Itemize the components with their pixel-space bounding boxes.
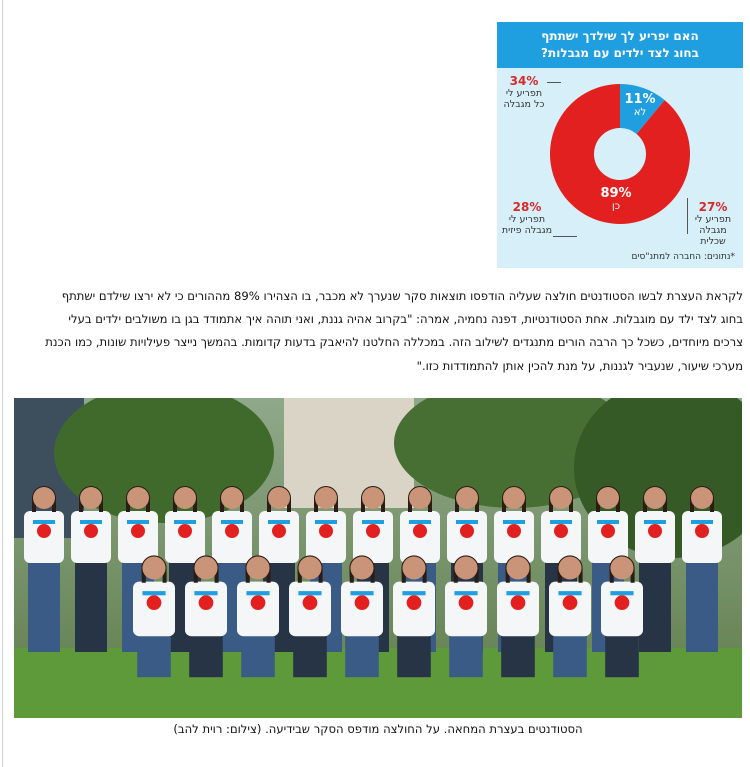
breakdown-text-mental-3: שכלית [700, 236, 726, 247]
slice-pct-no: 11% [624, 92, 656, 107]
slice-cap-no: לא [633, 107, 647, 118]
breakdown-text-physical-3: פיזית [501, 225, 522, 236]
leader-line-physical [553, 236, 577, 237]
group-photo-illustration [14, 398, 742, 718]
chart-source: *נתונים: החברה למתנ"סים [631, 252, 735, 262]
chart-title [497, 22, 743, 68]
article-line-3: צרכים מיוחדים, כשכל כך הרבה הורים מתנגדים לשילוב הזה. במכללה החלטנו להיאבק בדעות קדומות. בהמשך נייצר פעילויות שונות, כמו הכנת [45, 335, 743, 350]
breakdown-pct-all: 34% [509, 74, 539, 88]
slice-cap-yes: כן [611, 201, 620, 212]
survey-chart-card [497, 22, 743, 268]
leader-line-mental [687, 198, 688, 234]
article-line-2: בחוג לצד ילד עם מוגבלות. אחת הסטודנטיות, דפנה נחמיה, אמרה: "בקרוב אהיה גננת, ואני תוהה איך אתמודד בגן בו משולבים ילדים בעלי [68, 312, 743, 327]
page-left-rule [2, 0, 3, 767]
breakdown-label-all [501, 74, 547, 110]
chart-title-line-2: בחוג לצד ילדים עם מגבלות? [541, 46, 699, 60]
breakdown-text-physical-2: מגבלה [524, 225, 553, 236]
group-photo [14, 398, 742, 718]
breakdown-text-mental-1: תפריע לי [694, 214, 732, 225]
breakdown-text-all-3: מגבלה [503, 99, 531, 110]
article-line-1: לקראת העצרת לבשו הסטודנטים חולצה שעליה הודפסו תוצאות סקר שנערך לא מכבר, בו הצהירו 89% מההורים כי לא ירצו שילדם ישתתף [61, 289, 743, 303]
breakdown-pct-mental: 27% [698, 200, 728, 214]
slice-label-no [617, 92, 663, 118]
breakdown-text-physical-1: תפריע לי [508, 214, 546, 225]
breakdown-text-mental-2: מגבלה [699, 225, 727, 236]
breakdown-text-all-2: לי כל [505, 88, 545, 110]
slice-label-yes [593, 186, 639, 212]
breakdown-label-mental [687, 200, 739, 247]
article-body [14, 285, 743, 378]
breakdown-text-all-1: תפריע [516, 88, 543, 99]
breakdown-pct-physical: 28% [512, 200, 542, 214]
photo-caption: הסטודנטים בעצרת המחאה. על החולצה מודפס הסקר שבידיעה. (צילום: רוית להב) [173, 722, 583, 736]
chart-title-line-1: האם יפריע לך שילדך ישתתף [541, 29, 699, 43]
leader-line-all [547, 82, 561, 83]
article-line-4: מערכי שיעור, שנעביר לגננות, על מנת להכין אותן להתמודדות כזו." [416, 358, 743, 373]
slice-pct-yes: 89% [600, 186, 632, 201]
breakdown-label-physical [501, 200, 553, 236]
